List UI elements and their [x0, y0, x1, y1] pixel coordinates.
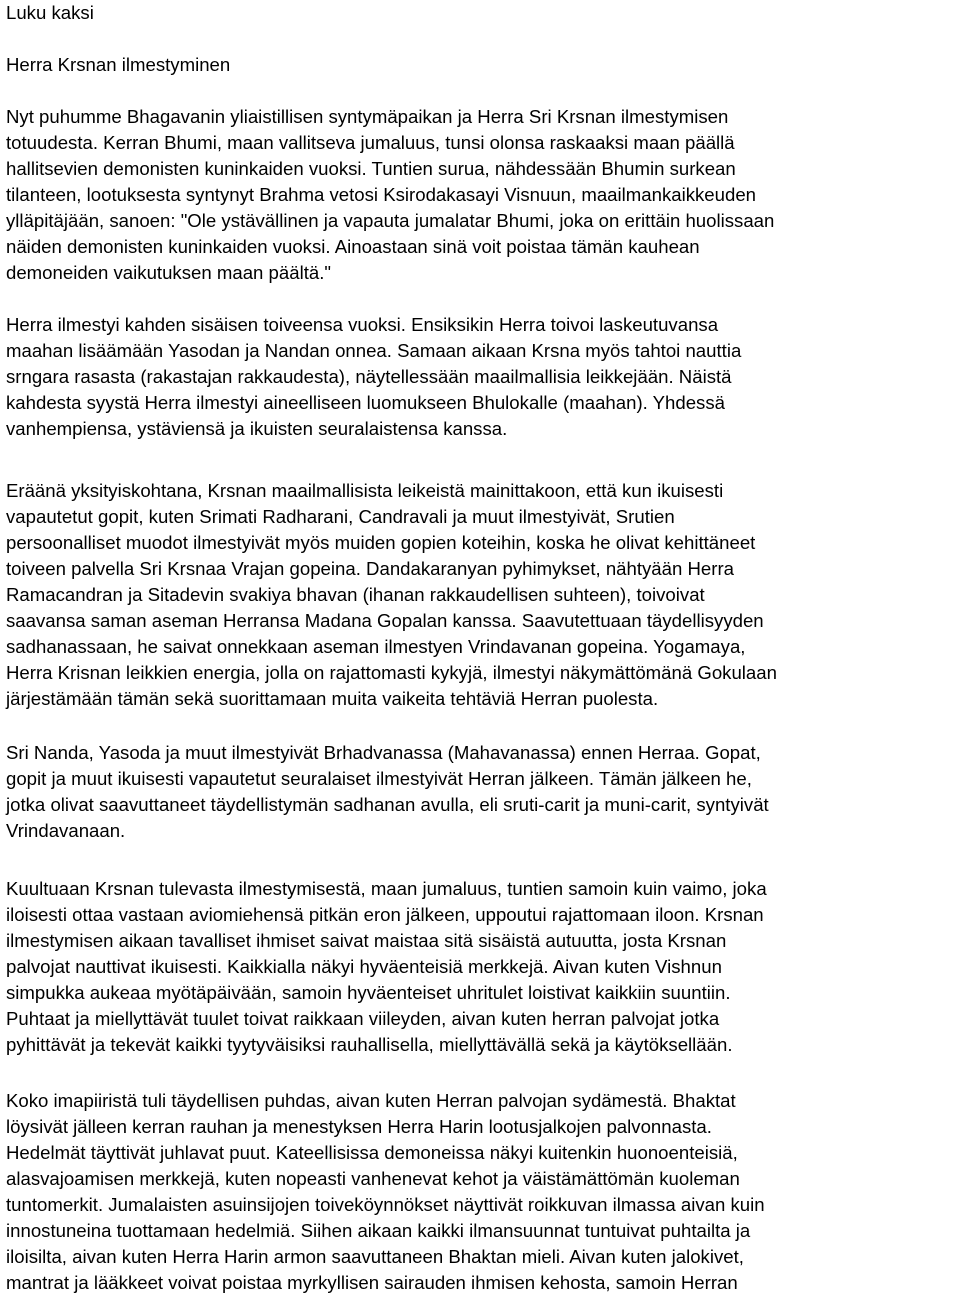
text-line: Herra ilmestyi kahden sisäisen toiveensa vuoksi. Ensiksikin Herra toivoi laskeutuvansa	[6, 314, 719, 335]
text-line: tilanteen, lootuksesta syntynyt Brahma vetosi Ksirodakasayi Visnuun, maailmankaikkeuden	[6, 184, 757, 205]
text-line: ylläpitäjään, sanoen: "Ole ystävällinen ja vapauta jumalatar Bhumi, joka on erittäin huolissaan	[6, 210, 775, 231]
text-line: tuntomerkit. Jumalaisten asuinsijojen toiveköynnökset näyttivät roikkuvan ilmassa aivan kuin	[6, 1194, 765, 1215]
text-line: innostuneina tuottamaan hedelmiä. Siihen aikaan kaikki ilmansuunnat tuntuivat puhtailta ja	[6, 1220, 751, 1241]
text-line: järjestämään tämän sekä suorittamaan muita vaikeita tehtäviä Herran puolesta.	[6, 688, 659, 709]
text-line: kahdesta syystä Herra ilmestyi aineelliseen luomukseen Bhulokalle (maahan). Yhdessä	[6, 392, 725, 413]
text-line: Hedelmät täyttivät juhlavat puut. Kateellisissa demoneissa näkyi kuitenkin huonoenteisiä,	[6, 1142, 738, 1163]
text-line: Koko imapiiristä tuli täydellisen puhdas, aivan kuten Herran palvojan sydämestä. Bhaktat	[6, 1090, 736, 1111]
text-line: Nyt puhumme Bhagavanin yliaistillisen syntymäpaikan ja Herra Sri Krsnan ilmestymisen	[6, 106, 729, 127]
text-line: totuudesta. Kerran Bhumi, maan vallitseva jumaluus, tunsi olonsa raskaaksi maan päällä	[6, 132, 735, 153]
text-line: näiden demonisten kuninkaiden vuoksi. Ainoastaan sinä voit poistaa tämän kauhean	[6, 236, 700, 257]
text-line: vanhempiensa, ystäviensä ja ikuisten seuralaistensa kanssa.	[6, 418, 508, 439]
text-line: gopit ja muut ikuisesti vapautetut seuralaiset ilmestyivät Herran jälkeen. Tämän jälkeen he,	[6, 768, 752, 789]
text-line: iloisesti ottaa vastaan aviomiehensä pitkän eron jälkeen, uppoutui rajattomaan iloon. Krsnan	[6, 904, 764, 925]
text-line: pyhittävät ja tekevät kaikki tyytyväisiksi rauhallisella, miellyttävällä sekä ja käytöksellään.	[6, 1034, 733, 1055]
text-line: löysivät jälleen kerran rauhan ja menestyksen Herra Harin lootusjalkojen palvonnasta.	[6, 1116, 712, 1137]
text-line: palvojat nauttivat ikuisesti. Kaikkialla näkyi hyväenteisiä merkkejä. Aivan kuten Vishnun	[6, 956, 722, 977]
text-line: Eräänä yksityiskohtana, Krsnan maailmallisista leikeistä mainittakoon, että kun ikuisesti	[6, 480, 724, 501]
text-line: demoneiden vaikutuksen maan päältä."	[6, 262, 331, 283]
text-line: mantrat ja lääkkeet voivat poistaa myrkyllisen sairauden ihmisen kehosta, samoin Herran	[6, 1272, 738, 1293]
text-line: vapautetut gopit, kuten Srimati Radharani, Candravali ja muut ilmestyivät, Srutien	[6, 506, 675, 527]
text-line: jotka olivat saavuttaneet täydellistymän sadhanan avulla, eli sruti-carit ja muni-carit, syntyivät	[6, 794, 769, 815]
text-line: Herra Krisnan leikkien energia, jolla on rajattomasti kykyjä, ilmestyi näkymättömänä Gokulaan	[6, 662, 777, 683]
text-line: Ramacandran ja Sitadevin svakiya bhavan (ihanan rakkaudellisen suhteen), toivoivat	[6, 584, 705, 605]
text-line: iloisilta, aivan kuten Herra Harin armon saavuttaneen Bhaktan mieli. Aivan kuten jalokivet,	[6, 1246, 744, 1267]
text-line: sadhanassaan, he saivat onnekkaan aseman ilmestyen Vrindavanan gopeina. Yogamaya,	[6, 636, 746, 657]
text-line: Sri Nanda, Yasoda ja muut ilmestyivät Brhadvanassa (Mahavanassa) ennen Herraa. Gopat,	[6, 742, 761, 763]
text-line: saavansa saman aseman Herransa Madana Gopalan kanssa. Saavutettuaan täydellisyyden	[6, 610, 764, 631]
text-line: toiveen palvella Sri Krsnaa Vrajan gopeina. Dandakaranyan pyhimykset, nähtyään Herra	[6, 558, 734, 579]
text-line: ilmestymisen aikaan tavalliset ihmiset saivat maistaa sitä sisäistä autuutta, josta Krsnan	[6, 930, 727, 951]
text-line: srngara rasasta (rakastajan rakkaudesta), näytellessään maailmallisia leikkejään. Näistä	[6, 366, 732, 387]
text-line: Kuultuaan Krsnan tulevasta ilmestymisestä, maan jumaluus, tuntien samoin kuin vaimo, joka	[6, 878, 767, 899]
text-line: alasvajoamisen merkkejä, kuten nopeasti vanhenevat kehot ja väistämättömän kuoleman	[6, 1168, 740, 1189]
text-line: maahan lisäämään Yasodan ja Nandan onnea. Samaan aikaan Krsna myös tahtoi nauttia	[6, 340, 742, 361]
text-line: persoonalliset muodot ilmestyivät myös muiden gopien koteihin, koska he olivat kehittäneet	[6, 532, 756, 553]
text-line: hallitsevien demonisten kuninkaiden vuoksi. Tuntien surua, nähdessään Bhumin surkean	[6, 158, 736, 179]
text-line: Puhtaat ja miellyttävät tuulet toivat raikkaan viileyden, aivan kuten herran palvojat jotka	[6, 1008, 720, 1029]
page-title: Herra Krsnan ilmestyminen	[6, 54, 231, 75]
text-line: Vrindavanaan.	[6, 820, 126, 841]
chapter-label: Luku kaksi	[6, 2, 94, 23]
text-line: simpukka aukeaa myötäpäivään, samoin hyväenteiset uhritulet loistivat kaikkiin suuntiin.	[6, 982, 731, 1003]
